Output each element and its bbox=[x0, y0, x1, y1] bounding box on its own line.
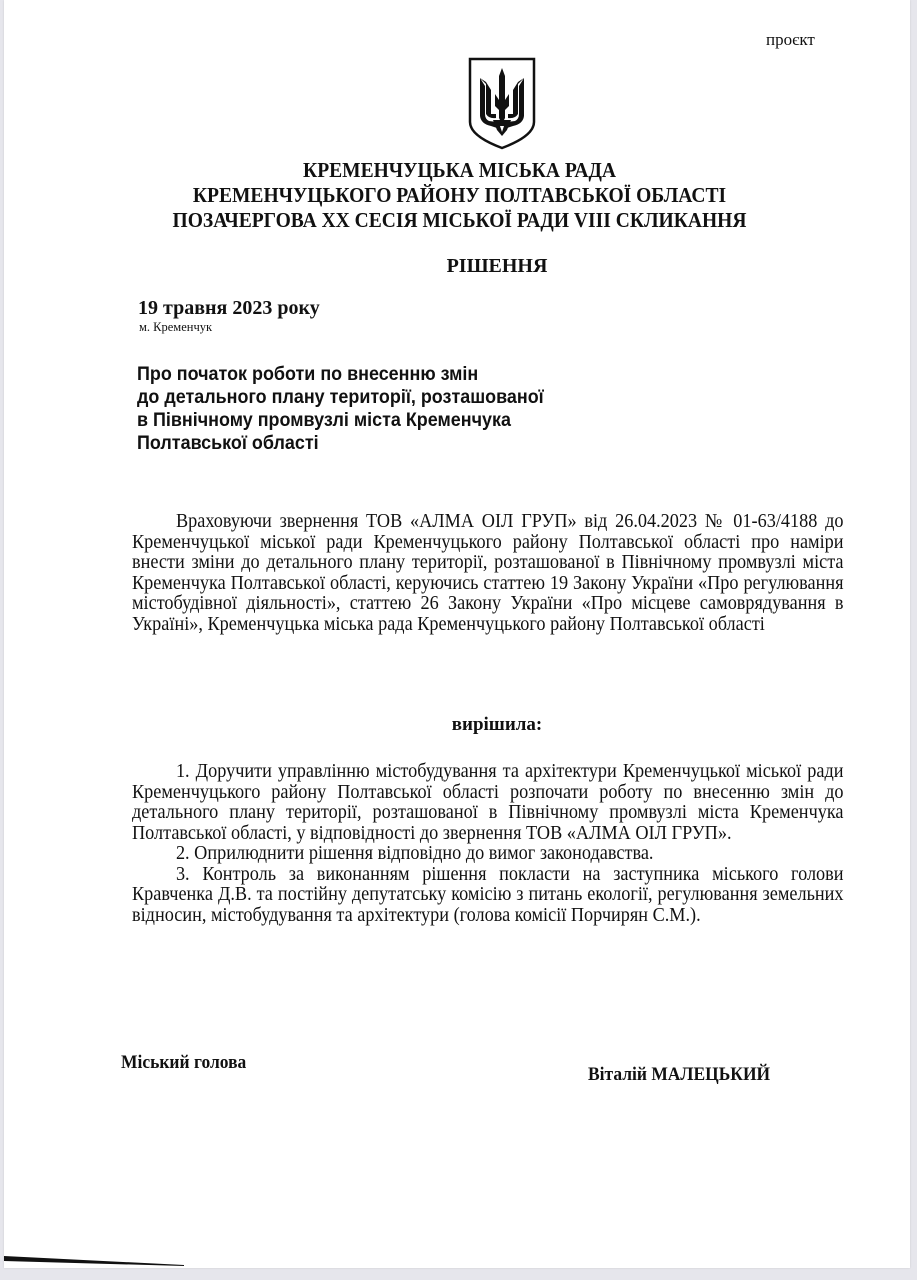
subject-line: до детального плану території, розташованої bbox=[137, 386, 544, 408]
scan-edge-artifact bbox=[4, 1256, 184, 1268]
signatory-name: Віталій МАЛЕЦЬКИЙ bbox=[588, 1064, 771, 1085]
session-heading: ПОЗАЧЕРГОВА XX СЕСІЯ МІСЬКОЇ РАДИ VIII СКЛИКАННЯ bbox=[172, 208, 747, 232]
draft-status-label: проєкт bbox=[766, 30, 815, 49]
signatory-position: Міський голова bbox=[121, 1052, 247, 1073]
decision-title: РІШЕННЯ bbox=[446, 255, 548, 277]
decision-date: 19 травня 2023 року bbox=[138, 297, 320, 319]
district-region-heading: КРЕМЕНЧУЦЬКОГО РАЙОНУ ПОЛТАВСЬКОЇ ОБЛАСТІ bbox=[192, 183, 727, 207]
subject-line: Про початок роботи по внесенню змін bbox=[137, 363, 479, 385]
preamble-paragraph: Враховуючи звернення ТОВ «АЛМА ОІЛ ГРУП» від 26.04.2023 № 01-63/4188 до Кременчуцької міської ради Кременчуцького району Полтавської області про наміри внести зміни до детального плану території, розташованої в Північному промвузлі міста Кременчука Полтавської області, керуючись статтею 19 Закону України «Про регулювання містобудівної діяльності», статтею 26 Закону України «Про місцеве самоврядування в Україні», Кременчуцька міська рада Кременчуцького району Полтавської області bbox=[132, 511, 844, 635]
resolution-items bbox=[132, 762, 844, 926]
subject-line: в Північному промвузлі міста Кременчука bbox=[137, 409, 511, 431]
decision-city: м. Кременчук bbox=[139, 320, 213, 334]
document-page bbox=[4, 0, 910, 1268]
preamble-section bbox=[132, 512, 844, 635]
ukraine-coat-of-arms-icon bbox=[467, 56, 537, 151]
resolution-item: 2. Оприлюднити рішення відповідно до вимог законодавства. bbox=[175, 843, 654, 864]
decision-subject bbox=[137, 363, 544, 455]
resolution-item: 1. Доручити управлінню містобудування та архітектури Кременчуцької міської ради Кременчуцького району Полтавської області розпочати роботу по внесенню змін до детального плану території, розташованої в Північному промвузлі міста Кременчука Полтавської області, у відповідності до звернення ТОВ «АЛМА ОІЛ ГРУП». bbox=[132, 761, 844, 844]
subject-line: Полтавської області bbox=[137, 432, 319, 454]
resolution-item: 3. Контроль за виконанням рішення покласти на заступника міського голови Кравченка Д.В. та постійну депутатську комісію з питань екології, регулювання земельних відносин, містобудування та архітектури (голова комісії Порчирян С.М.). bbox=[132, 863, 844, 926]
council-name-heading: КРЕМЕНЧУЦЬКА МІСЬКА РАДА bbox=[303, 158, 616, 182]
resolved-label: вирішила: bbox=[451, 714, 543, 735]
